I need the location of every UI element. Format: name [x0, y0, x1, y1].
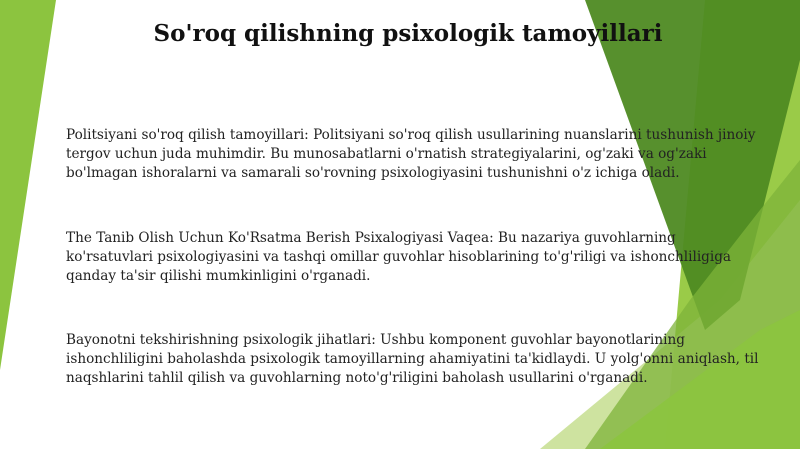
paragraph-eyewitness-psychology: The Tanib Olish Uchun Ko'Rsatma Berish Psixalogiyasi Vaqea: Bu nazariya guvohlarning ko'rsatuvlari psixologiyasini va tashqi omillar guvohlar hisoblarining to'g'riligi va ishonchliligiga qanday ta'sir qilishi mumkinligini o'rganadi. [66, 230, 732, 284]
left-green-band [0, 0, 56, 370]
paragraph-interrogation-principles: Politsiyani so'roq qilish tamoyillari: Politsiyani so'roq qilish usullarining nuanslarini tushunish jinoiy tergov uchun juda muhimdir. Bu munosabatlarni o'rnatish strategiyalarini, og'zaki va og'zaki bo'lmagan ishoralarni va samarali so'rovning psixologiyasini tushunishni o'z ichiga oladi. [66, 127, 756, 181]
paragraph-statement-verification: Bayonotni tekshirishning psixologik jihatlari: Ushbu komponent guvohlar bayonotlarining ishonchliligini baholashda psixologik tamoyillarning ahamiyatini ta'kidlaydi. U yolg'onni aniqlash, til naqshlarini tahlil qilish va guvohlarning noto'g'riligini baholash usullarini o'rganadi. [66, 332, 759, 386]
slide-title: So'roq qilishning psixologik tamoyillari [153, 20, 663, 47]
